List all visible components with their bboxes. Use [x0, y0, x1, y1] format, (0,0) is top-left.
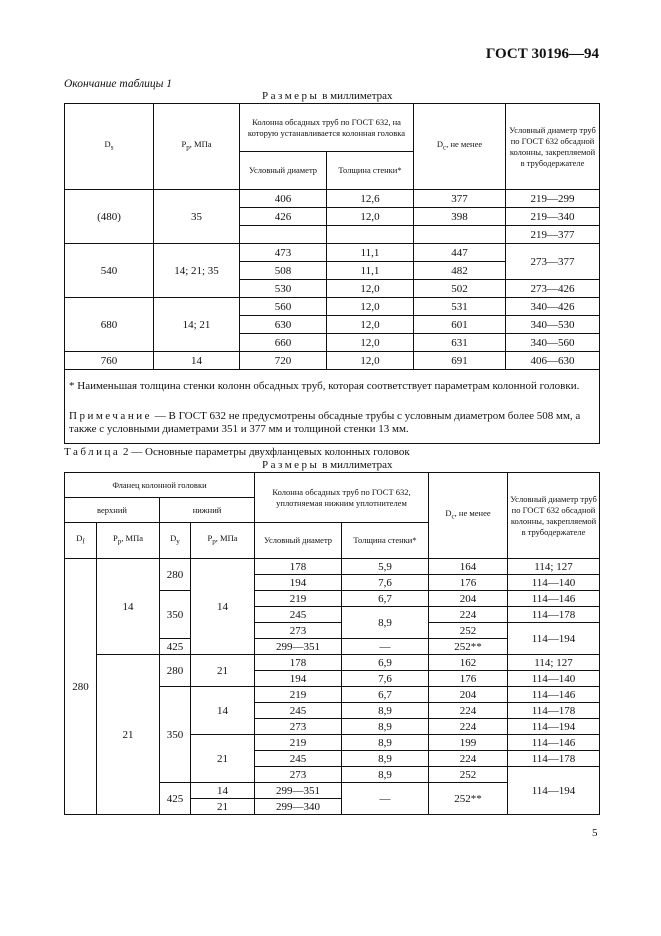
- table-cell: 6,7: [342, 591, 429, 607]
- table-cell: 12,0: [327, 298, 414, 316]
- table-1: [64, 103, 600, 444]
- table-cell: 299—340: [255, 799, 342, 815]
- header-holder-diameter: Условный диаметр труб по ГОСТ 632 обсадной колонны, закрепляемой в трубодержателе: [506, 104, 600, 190]
- table-cell: 224: [429, 719, 508, 735]
- header-cond-diameter: Условный диаметр: [255, 523, 342, 559]
- table-cell: 8,9: [342, 767, 429, 783]
- table-cell: 245: [255, 703, 342, 719]
- table-cell: 14: [154, 352, 240, 370]
- table-cell: 6,9: [342, 655, 429, 671]
- table-cell: 252: [429, 623, 508, 639]
- header-holder-diameter: Условный диаметр труб по ГОСТ 632 обсадной колонны, закрепляемой в трубодержателе: [508, 473, 600, 559]
- table-cell: 473: [240, 244, 327, 262]
- table-cell: 5,9: [342, 559, 429, 575]
- header-dc: $D_c$, не менее: [429, 473, 508, 559]
- table-cell: 273: [255, 623, 342, 639]
- table-cell: 176: [429, 671, 508, 687]
- t2-pp-lower-21: 21: [191, 799, 255, 815]
- table-cell: 12,0: [327, 352, 414, 370]
- table-cell: 224: [429, 751, 508, 767]
- table-cell: 199: [429, 735, 508, 751]
- table-cell: 162: [429, 655, 508, 671]
- table-cell: 114—146: [508, 687, 600, 703]
- table-cell: 273: [255, 719, 342, 735]
- table-cell: 340—530: [506, 316, 600, 334]
- units-label-rest: в миллиметрах: [319, 90, 393, 102]
- table-cell: 194: [255, 575, 342, 591]
- t2-pp-lower-14: 14: [191, 783, 255, 799]
- table-cell: 219: [255, 687, 342, 703]
- t1-ds-540: 540: [65, 244, 154, 298]
- header-dc: $D_c$, не менее: [414, 104, 506, 190]
- table-cell: 8,9: [342, 735, 429, 751]
- table-cell: 252**: [429, 639, 508, 655]
- t1-pp-14-21-35: 14; 21; 35: [154, 244, 240, 298]
- units-label-rest: в миллиметрах: [319, 459, 393, 471]
- table-cell: 560: [240, 298, 327, 316]
- table-cell: 447: [414, 244, 506, 262]
- table-cell: 508: [240, 262, 327, 280]
- table-cell: 691: [414, 352, 506, 370]
- table-cell: 204: [429, 591, 508, 607]
- t1-ds-480: (480): [65, 190, 154, 244]
- table-cell: 631: [414, 334, 506, 352]
- t2-dy-280: 280: [160, 559, 191, 591]
- t1-pp-14-21: 14; 21: [154, 298, 240, 352]
- t2-pp-lower-21: 21: [191, 655, 255, 687]
- table-cell: 12,0: [327, 334, 414, 352]
- table-cell: 114—194: [508, 767, 600, 815]
- header-cond-diameter: Условный диаметр: [240, 152, 327, 190]
- table-cell: 12,0: [327, 208, 414, 226]
- table2-caption: [64, 446, 410, 458]
- table-cell: 114—194: [508, 719, 600, 735]
- table-cell: 299—351: [255, 783, 342, 799]
- t2-dy-425: 425: [160, 783, 191, 815]
- table-cell: 531: [414, 298, 506, 316]
- t2-pp-upper-21: 21: [97, 655, 160, 815]
- table-cell: 273—377: [506, 244, 600, 280]
- header-dy: $D_y$: [160, 523, 191, 559]
- note-label: Примечание: [69, 410, 152, 423]
- table-cell: 12,0: [327, 280, 414, 298]
- table-cell: 178: [255, 655, 342, 671]
- page-number: 5: [592, 827, 598, 839]
- table-cell: 660: [240, 334, 327, 352]
- table-cell: 7,6: [342, 575, 429, 591]
- table-cell: —: [342, 639, 429, 655]
- table-cell: 114—194: [508, 623, 600, 655]
- table-cell: 273—426: [506, 280, 600, 298]
- table-cell: 219—377: [506, 226, 600, 244]
- table-cell: 164: [429, 559, 508, 575]
- table-cell: 176: [429, 575, 508, 591]
- table-cell: 299—351: [255, 639, 342, 655]
- table-cell: 601: [414, 316, 506, 334]
- table-cell: 252: [429, 767, 508, 783]
- table-cell: 114; 127: [508, 655, 600, 671]
- table-cell: 6,7: [342, 687, 429, 703]
- t2-pp-lower-21: 21: [191, 735, 255, 783]
- table-cell: 406—630: [506, 352, 600, 370]
- t2-df-280: 280: [65, 559, 97, 815]
- t2-pp-lower-14: 14: [191, 559, 255, 655]
- t2-dy-350: 350: [160, 591, 191, 639]
- units-label-spaced: Размеры: [262, 90, 320, 102]
- table-cell: 114—178: [508, 703, 600, 719]
- table-cell: 224: [429, 607, 508, 623]
- table-cell: 630: [240, 316, 327, 334]
- header-pp-lower: $P_p$, МПа: [191, 523, 255, 559]
- table-cell: 219: [255, 591, 342, 607]
- table-cell: [240, 226, 327, 244]
- note-text: — В ГОСТ 632 не предусмотрены обсадные трубы с условным диаметром более 508 мм, а также с условными диаметрами 351 и 377 мм и толщиной стенки 13 мм.: [69, 410, 581, 436]
- table-cell: 114—178: [508, 751, 600, 767]
- table1-footnote: * Наименьшая толщина стенки колонн обсадных труб, которая соответствует параметрам колонной головки.: [65, 370, 600, 404]
- table-cell: 114—178: [508, 607, 600, 623]
- t1-pp-35: 35: [154, 190, 240, 244]
- table-cell: 482: [414, 262, 506, 280]
- table-cell: 245: [255, 607, 342, 623]
- table-continuation-label: Окончание таблицы 1: [64, 78, 172, 90]
- caption-text: 2 — Основные параметры двухфланцевых колонных головок: [120, 446, 410, 458]
- table-cell: [327, 226, 414, 244]
- header-wall-thickness: Толщина стенки*: [327, 152, 414, 190]
- table-cell: 224: [429, 703, 508, 719]
- table-cell: 8,9: [342, 751, 429, 767]
- table-cell: 12,0: [327, 316, 414, 334]
- t2-pp-lower-14: 14: [191, 687, 255, 735]
- table-cell: 340—426: [506, 298, 600, 316]
- table-cell: 530: [240, 280, 327, 298]
- table-cell: 398: [414, 208, 506, 226]
- table-cell: 8,9: [342, 703, 429, 719]
- table-cell: 194: [255, 671, 342, 687]
- table-cell: 12,6: [327, 190, 414, 208]
- header-lower: нижний: [160, 498, 255, 523]
- header-casing-column: Колонна обсадных труб по ГОСТ 632, уплотняемая нижним уплотнителем: [255, 473, 429, 523]
- table-cell: 720: [240, 352, 327, 370]
- table-cell: 114—146: [508, 591, 600, 607]
- table-cell: 219—299: [506, 190, 600, 208]
- table-cell: 204: [429, 687, 508, 703]
- table-cell: 11,1: [327, 244, 414, 262]
- table-cell: 245: [255, 751, 342, 767]
- table1-units-label: [262, 90, 393, 102]
- table-cell: 502: [414, 280, 506, 298]
- units-label-spaced: Размеры: [262, 459, 320, 471]
- table-cell: 426: [240, 208, 327, 226]
- header-df: $D_f$: [65, 523, 97, 559]
- table-cell: 377: [414, 190, 506, 208]
- caption-label: Таблица: [64, 446, 121, 458]
- table-2: [64, 472, 600, 815]
- table-cell: 7,6: [342, 671, 429, 687]
- table-cell: 11,1: [327, 262, 414, 280]
- table-cell: 178: [255, 559, 342, 575]
- t2-dy-350: 350: [160, 687, 191, 783]
- table-cell: —: [342, 783, 429, 815]
- table-cell: 8,9: [342, 719, 429, 735]
- header-pp-upper: $P_p$, МПа: [97, 523, 160, 559]
- header-upper: верхний: [65, 498, 160, 523]
- header-wall-thickness: Толщина стенки*: [342, 523, 429, 559]
- table-cell: 114—140: [508, 575, 600, 591]
- t2-pp-upper-14: 14: [97, 559, 160, 655]
- t1-ds-760: 760: [65, 352, 154, 370]
- table-cell: 8,9: [342, 607, 429, 639]
- table2-units-label: [262, 459, 393, 471]
- table1-note: [65, 404, 600, 444]
- t2-dy-425: 425: [160, 639, 191, 655]
- table-cell: [414, 226, 506, 244]
- header-flange: Фланец колонной головки: [65, 473, 255, 498]
- document-title: ГОСТ 30196—94: [485, 46, 599, 62]
- table-cell: 340—560: [506, 334, 600, 352]
- header-pp: $P_p$, МПа: [154, 104, 240, 190]
- table-cell: 252**: [429, 783, 508, 815]
- table-cell: 114; 127: [508, 559, 600, 575]
- t2-dy-280: 280: [160, 655, 191, 687]
- table-cell: 219—340: [506, 208, 600, 226]
- table-cell: 406: [240, 190, 327, 208]
- table-cell: 273: [255, 767, 342, 783]
- table-cell: 219: [255, 735, 342, 751]
- table-cell: 114—146: [508, 735, 600, 751]
- table-cell: 114—140: [508, 671, 600, 687]
- t1-ds-680: 680: [65, 298, 154, 352]
- header-casing-column: Колонна обсадных труб по ГОСТ 632, на которую устанавливается колонная головка: [240, 104, 414, 152]
- header-ds: $D_s$: [65, 104, 154, 190]
